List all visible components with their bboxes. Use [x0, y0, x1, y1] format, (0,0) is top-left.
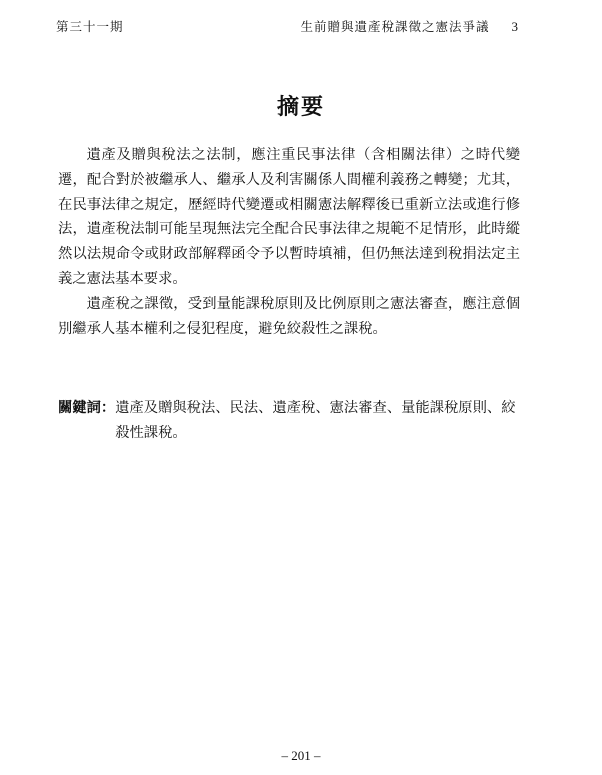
header-right-group — [300, 18, 518, 36]
abstract-body — [58, 143, 520, 341]
abstract-paragraph-1: 遺產及贈與稅法之法制，應注重民事法律（含相關法律）之時代變遷，配合對於被繼承人、繼承人及利害關係人間權利義務之轉變；尤其，在民事法律之規定，歷經時代變遷或相關憲法解釋後已重新立法或進行修法，遺產稅法制可能呈現無法完全配合民事法律之規範不足情形，此時縱然以法規命令或財政部解釋函令予以暫時填補，但仍無法達到稅捐法定主義之憲法基本要求。 — [58, 147, 520, 287]
keywords-text: 遺產及贈與稅法、民法、遺產稅、憲法審查、量能課稅原則、絞殺性課稅。 — [115, 400, 516, 441]
abstract-title: 摘要 — [276, 95, 325, 120]
abstract-paragraph-2: 遺產稅之課徵，受到量能課稅原則及比例原則之憲法審查，應注意個別繼承人基本權利之侵犯程度，避免絞殺性之課稅。 — [58, 295, 520, 337]
issue-label: 第三十一期 — [56, 19, 124, 34]
keywords-section — [58, 396, 524, 446]
keywords-label: 關鍵詞： — [58, 400, 116, 416]
running-header — [56, 18, 518, 36]
footer-page-number: – 201 – — [281, 748, 321, 763]
running-title: 生前贈與遺產稅課徵之憲法爭議 — [300, 19, 490, 34]
header-page-number: 3 — [511, 19, 518, 34]
